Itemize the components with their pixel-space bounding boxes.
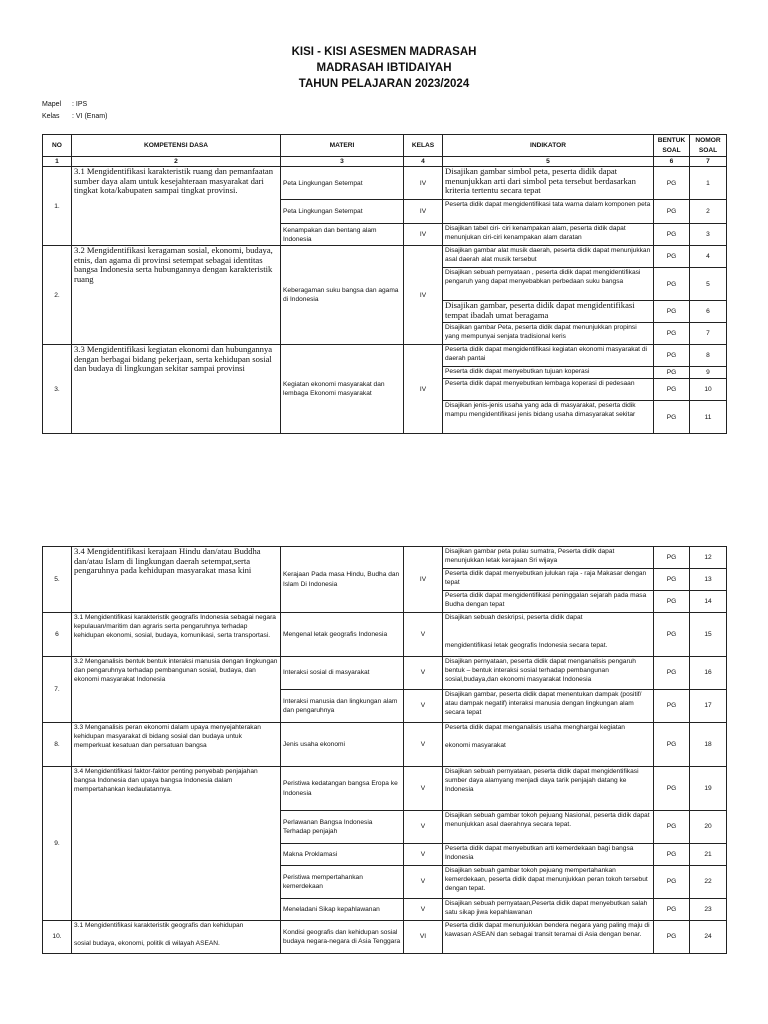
bentuk-soal-cell: PG (654, 811, 690, 844)
bentuk-soal-cell: PG (654, 246, 690, 268)
bentuk-soal-cell: PG (654, 657, 690, 690)
bentuk-soal-cell: PG (654, 591, 690, 613)
kelas-cell: V (404, 690, 443, 723)
kompetensi-dasar: 3.1 Mengidentifikasi karakteristik geografis Indonesia sebagai negara kepulauan/maritim dan agraris serta pengaruhnya terhadap kehidupan ekonomi, sosial, budaya, komunikasi, serta transportasi. (72, 613, 281, 657)
kelas-cell: V (404, 613, 443, 657)
nomor-soal-cell: 8 (690, 345, 727, 367)
bentuk-soal-cell: PG (654, 301, 690, 323)
indikator-cell: Peserta didik dapat menyebutkan tujuan koperasi (443, 367, 654, 379)
col-nomor-header: NOMOR SOAL (690, 135, 727, 157)
kompetensi-dasar: 3.3 Mengidentifikasi kegiatan ekonomi dan hubungannya dengan berbagai bidang pekerjaan, serta kehidupan sosial dan budaya di lingkungan sekitar sampai provinsi (72, 345, 281, 434)
nomor-soal-cell: 24 (690, 921, 727, 954)
meta-mapel (42, 100, 87, 110)
nomor-soal-cell: 15 (690, 613, 727, 657)
nomor-soal-cell: 22 (690, 866, 727, 899)
col-number: 7 (690, 157, 727, 167)
kelas-value: : VI (Enam) (72, 113, 108, 120)
col-materi-header: MATERI (281, 135, 404, 157)
bentuk-soal-cell: PG (654, 345, 690, 367)
bentuk-soal-cell: PG (654, 866, 690, 899)
nomor-soal-cell: 5 (690, 268, 727, 301)
indikator-cell: Peserta didik dapat mengidentifikasi kegiatan ekonomi masyarakat di daerah pantai (443, 345, 654, 367)
col-kompetensi-header: KOMPETENSI DASA (72, 135, 281, 157)
kompetensi-dasar: 3.3 Menganalisis peran ekonomi dalam upaya menyejahterakan kehidupan masyarakat di bidang sosial dan budaya untuk memperkuat kesatuan dan persatuan bangsa (72, 723, 281, 767)
kelas-label: Kelas (42, 113, 60, 120)
materi-cell: Jenis usaha ekonomi (281, 723, 404, 767)
col-number: 6 (654, 157, 690, 167)
col-no-header: NO (43, 135, 72, 157)
indikator-cell: Disajikan gambar peta pulau sumatra, Peserta didik dapat menunjukkan letak kerajaan Sri wijaya (443, 547, 654, 569)
bentuk-soal-cell: PG (654, 723, 690, 767)
bentuk-soal-cell: PG (654, 547, 690, 569)
nomor-soal-cell: 16 (690, 657, 727, 690)
kisi-table-2 (42, 546, 727, 954)
col-number: 3 (281, 157, 404, 167)
indikator-cell: Peserta didik dapat mengidentifikasi peninggalan sejarah pada masa Budha dengan tepat (443, 591, 654, 613)
kelas-cell: IV (404, 547, 443, 613)
indikator-cell: Peserta didik dapat menganalisis usaha menghargai kegiatan ekonomi masyarakat (443, 723, 654, 767)
bentuk-soal-cell: PG (654, 613, 690, 657)
bentuk-soal-cell: PG (654, 268, 690, 301)
kompetensi-dasar: 3.4 Mengidentifikasi faktor-faktor penting penyebab penjajahan bangsa Indonesia dan upaya bangsa Indonesia dalam mempertahankan kedaulatannya. (72, 767, 281, 921)
nomor-soal-cell: 10 (690, 379, 727, 401)
indikator-cell: Disajikan gambar, peserta didik dapat menentukan dampak (positif/ atau dampak negatif) interaksi manusia dengan lingkungan alam secara tepat (443, 690, 654, 723)
table-row (43, 613, 727, 657)
table-row (43, 921, 727, 954)
materi-cell: Perlawanan Bangsa Indonesia Terhadap penjajah (281, 811, 404, 844)
row-number: 1. (43, 167, 72, 246)
col-number: 1 (43, 157, 72, 167)
materi-cell: Peta Lingkungan Setempat (281, 167, 404, 200)
kelas-cell: IV (404, 246, 443, 345)
indikator-cell: Peserta didik dapat menyebutkan julukan raja - raja Makasar dengan tepat (443, 569, 654, 591)
table-row (43, 657, 727, 690)
nomor-soal-cell: 9 (690, 367, 727, 379)
nomor-soal-cell: 12 (690, 547, 727, 569)
indikator-cell: Peserta didik dapat menyebutkan arti kemerdekaan bagi bangsa Indonesia (443, 844, 654, 866)
indikator-cell: Disajikan gambar alat musik daerah, peserta didik dapat menunjukkan asal daerah alat musik tersebut (443, 246, 654, 268)
indikator-cell: Disajikan sebuah pernyataan,Peserta didik dapat menyebutkan salah satu sikap jiwa kepahlawanan (443, 899, 654, 921)
bentuk-soal-cell: PG (654, 367, 690, 379)
materi-cell: Kerajaan Pada masa Hindu, Budha dan Islam Di Indonesia (281, 547, 404, 613)
row-number: 10. (43, 921, 72, 954)
indikator-cell: Disajikan gambar, peserta didik dapat mengidentifikasi tempat ibadah umat beragama (443, 301, 654, 323)
kelas-cell: V (404, 657, 443, 690)
materi-cell: Mengenal letak geografis Indonesia (281, 613, 404, 657)
nomor-soal-cell: 6 (690, 301, 727, 323)
kisi-table-1 (42, 134, 727, 434)
indikator-cell: Disajikan sebuah gambar tokoh pejuang Nasional, peserta didik dapat menunjukkan asal daerahnya secara tepat. (443, 811, 654, 844)
kelas-cell: V (404, 866, 443, 899)
materi-cell: Kegiatan ekonomi masyarakat dan lembaga Ekonomi masyarakat (281, 345, 404, 434)
indikator-cell: Disajikan tabel ciri- ciri kenampakan alam, peserta didik dapat menunjukan ciri-ciri kenampakan alam daratan (443, 224, 654, 246)
indikator-cell: Peserta didik dapat mengidentifikasi tata warna dalam komponen peta (443, 200, 654, 224)
kelas-cell: V (404, 899, 443, 921)
bentuk-soal-cell: PG (654, 224, 690, 246)
kompetensi-dasar: 3.4 Mengidentifikasi kerajaan Hindu dan/atau Buddha dan/atau Islam di lingkungan daerah setempat,serta pengaruhnya pada kehidupan masyarakat masa kini (72, 547, 281, 613)
table-header-row (43, 135, 727, 157)
indikator-cell: Peserta didik dapat menunjukkan bendera negara yang paling maju di kawasan ASEAN dan sebagai transit teramai di Asia dengan benar. (443, 921, 654, 954)
kompetensi-dasar: 3.2 Mengidentifikasi keragaman sosial, ekonomi, budaya, etnis, dan agama di provinsi setempat sebagai identitas bangsa Indonesia serta hubungannya dengan karakteristik ruang (72, 246, 281, 345)
table-row (43, 723, 727, 767)
nomor-soal-cell: 2 (690, 200, 727, 224)
materi-cell: Peristiwa mempertahankan kemerdekaan (281, 866, 404, 899)
indikator-cell: Peserta didik dapat menyebutkan lembaga koperasi di pedesaan (443, 379, 654, 401)
materi-cell: Makna Proklamasi (281, 844, 404, 866)
kelas-cell: IV (404, 224, 443, 246)
mapel-value: : IPS (72, 101, 88, 108)
nomor-soal-cell: 14 (690, 591, 727, 613)
table-row (43, 246, 727, 268)
mapel-label: Mapel (42, 101, 62, 108)
materi-cell: Peristiwa kedatangan bangsa Eropa ke Indonesia (281, 767, 404, 811)
kelas-cell: V (404, 844, 443, 866)
materi-cell: Keberagaman suku bangsa dan agama di Indonesia (281, 246, 404, 345)
nomor-soal-cell: 18 (690, 723, 727, 767)
row-number: 3. (43, 345, 72, 434)
materi-cell: Kondisi geografis dan kehidupan sosial budaya negara-negara di Asia Tenggara (281, 921, 404, 954)
kelas-cell: V (404, 811, 443, 844)
indikator-cell: Disajikan gambar Peta, peserta didik dapat menunjukkan propinsi yang mempunyai senjata tradisional keris (443, 323, 654, 345)
kelas-cell: IV (404, 345, 443, 434)
table-row (43, 167, 727, 200)
materi-cell: Interaksi manusia dan lingkungan alam dan pengaruhnya (281, 690, 404, 723)
col-number: 5 (443, 157, 654, 167)
row-number: 5. (43, 547, 72, 613)
table-row (43, 345, 727, 367)
col-indikator-header: INDIKATOR (443, 135, 654, 157)
table-row (43, 547, 727, 569)
col-bentuk-header: BENTUK SOAL (654, 135, 690, 157)
kelas-cell: VI (404, 921, 443, 954)
nomor-soal-cell: 20 (690, 811, 727, 844)
nomor-soal-cell: 3 (690, 224, 727, 246)
bentuk-soal-cell: PG (654, 200, 690, 224)
bentuk-soal-cell: PG (654, 921, 690, 954)
indikator-cell: Disajikan sebuah deskripsi, peserta didik dapat mengidentifikasi letak geografis Indonesia secara tepat. (443, 613, 654, 657)
nomor-soal-cell: 13 (690, 569, 727, 591)
indikator-cell: Disajikan sebuah pernyataan, peserta didik dapat mengidentifikasi sumber daya alamyang menjadi daya tarik penjajah datang ke Indonesia (443, 767, 654, 811)
col-kelas-header: KELAS (404, 135, 443, 157)
bentuk-soal-cell: PG (654, 844, 690, 866)
bentuk-soal-cell: PG (654, 323, 690, 345)
row-number: 9. (43, 767, 72, 921)
column-number-row (43, 157, 727, 167)
table-row (43, 767, 727, 811)
bentuk-soal-cell: PG (654, 690, 690, 723)
row-number: 6 (43, 613, 72, 657)
indikator-cell: Disajikan sebuah gambar tokoh pejuang mempertahankan kemerdekaan, peserta didik dapat menunjukkan peran tokoh tersebut dengan tepat. (443, 866, 654, 899)
kompetensi-dasar: 3.1 Mengidentifikasi karakteristik ruang dan pemanfaatan sumber daya alam untuk kesejahteraan masyarakat dari tingkat kota/kabupaten sampai tingkat provinsi. (72, 167, 281, 246)
row-number: 2. (43, 246, 72, 345)
kelas-cell: IV (404, 167, 443, 200)
bentuk-soal-cell: PG (654, 401, 690, 434)
nomor-soal-cell: 1 (690, 167, 727, 200)
nomor-soal-cell: 7 (690, 323, 727, 345)
doc-title-line1: KISI - KISI ASESMEN MADRASAH (291, 46, 477, 58)
indikator-cell: Disajikan pernyataan, peserta didik dapat menganalisis pengaruh bentuk – bentuk interaksi sosial terhadap pembangunan sosial,budaya,dan ekonomi masyarakat Indonesia (443, 657, 654, 690)
nomor-soal-cell: 4 (690, 246, 727, 268)
materi-cell: Peta Lingkungan Setempat (281, 200, 404, 224)
indikator-cell: Disajikan gambar simbol peta, peserta didik dapat menunjukkan arti dari simbol peta tersebut berdasarkan kriteria tertentu secara tepat (443, 167, 654, 200)
meta-kelas (42, 112, 107, 122)
row-number: 7. (43, 657, 72, 723)
kelas-cell: V (404, 723, 443, 767)
indikator-cell: Disajikan jenis-jenis usaha yang ada di masyarakat, peserta didik mampu mengidentifikasi jenis bidang usaha dimasyarakat sekitar (443, 401, 654, 434)
nomor-soal-cell: 21 (690, 844, 727, 866)
nomor-soal-cell: 23 (690, 899, 727, 921)
materi-cell: Interaksi sosial di masyarakat (281, 657, 404, 690)
doc-title-line3: TAHUN PELAJARAN 2023/2024 (298, 78, 470, 90)
kompetensi-dasar: 3.2 Menganalisis bentuk bentuk interaksi manusia dengan lingkungan dan pengaruhnya terhadap pembangunan sosial, budaya, dan ekonomi masyarakat Indonesia (72, 657, 281, 723)
materi-cell: Kenampakan dan bentang alam Indonesia (281, 224, 404, 246)
kelas-cell: V (404, 767, 443, 811)
doc-title-line2: MADRASAH IBTIDAIYAH (316, 62, 452, 74)
nomor-soal-cell: 11 (690, 401, 727, 434)
indikator-cell: Disajikan sebuah pernyataan , peserta didik dapat mengidentifikasi pengaruh yang dapat menyebabkan perbedaan suku bangsa (443, 268, 654, 301)
bentuk-soal-cell: PG (654, 767, 690, 811)
bentuk-soal-cell: PG (654, 899, 690, 921)
bentuk-soal-cell: PG (654, 569, 690, 591)
col-number: 4 (404, 157, 443, 167)
nomor-soal-cell: 17 (690, 690, 727, 723)
kelas-cell: IV (404, 200, 443, 224)
row-number: 8. (43, 723, 72, 767)
kompetensi-dasar: 3.1 Mengidentifikasi karakteristik geografis dan kehidupan sosial budaya, ekonomi, politik di wilayah ASEAN. (72, 921, 281, 954)
bentuk-soal-cell: PG (654, 167, 690, 200)
nomor-soal-cell: 19 (690, 767, 727, 811)
bentuk-soal-cell: PG (654, 379, 690, 401)
materi-cell: Meneladani Sikap kepahlawanan (281, 899, 404, 921)
col-number: 2 (72, 157, 281, 167)
